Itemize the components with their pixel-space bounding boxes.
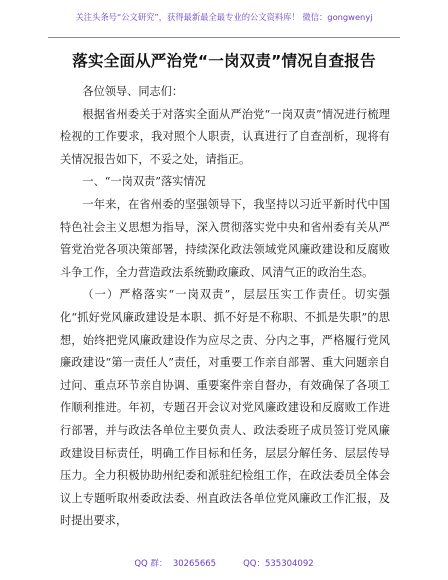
salutation: 各位领导、同志们： [82,85,184,98]
footer-qq-contact: QQ 群： 30265665 QQ：535304092 [134,559,314,569]
document-body [60,81,390,533]
intro-paragraph: 根据省州委关于对落实全面从严治党“一岗双责”情况进行梳理检视的工作要求，我对照个人职责，认真进行了自查剖析，现将有关情况报告如下，不妥之处，请指正。 [60,107,390,166]
document-title: 落实全面从严治党“一岗双责”情况自查报告 [72,52,376,70]
body-paragraph-2: （一）严格落实“一岗双责”，层层压实工作责任。切实强化“抓好党风廉政建设是本职、抓不好是不称职、不抓是失职”的思想，始终把党风廉政建设作为应尽之责、分内之事，严格履行党风廉政建设“第一责任人”责任，对重要工作亲自部署、重大问题亲自过问、重点环节亲自协调、重要案件亲自督办，有效确保了各项工作顺利推进。年初，专题召开会议对党风廉政建设和反腐败工作进行部署，并与政法各单位主要负责人、政法委班子成员签订党风廉政建设目标责任，明确工作目标和任务，层层分解任务、层层传导压力。全力积极协助州纪委和派驻纪检组工作，在政法委员全体会议上专题听取州委政法委、州直政法各单位党风廉政工作汇报，及时提出要求， [60,288,390,528]
body-paragraph-1: 一年来，在省州委的坚强领导下，我坚持以习近平新时代中国特色社会主义思想为指导，深入贯彻落实党中央和省州委有关从严管党治党各项决策部署，持续深化政法领域党风廉政建设和反腐败斗争工作，全力营造政法系统勤政廉政、风清气正的政治生态。 [60,197,390,279]
section-heading: 一、“一岗双责”落实情况 [82,175,206,189]
header-promo-note: 关注头条号“公文研究”，获得最新最全最专业的公文资料库！ 微信：gongwenyj [75,12,373,22]
header-divider [48,37,400,38]
